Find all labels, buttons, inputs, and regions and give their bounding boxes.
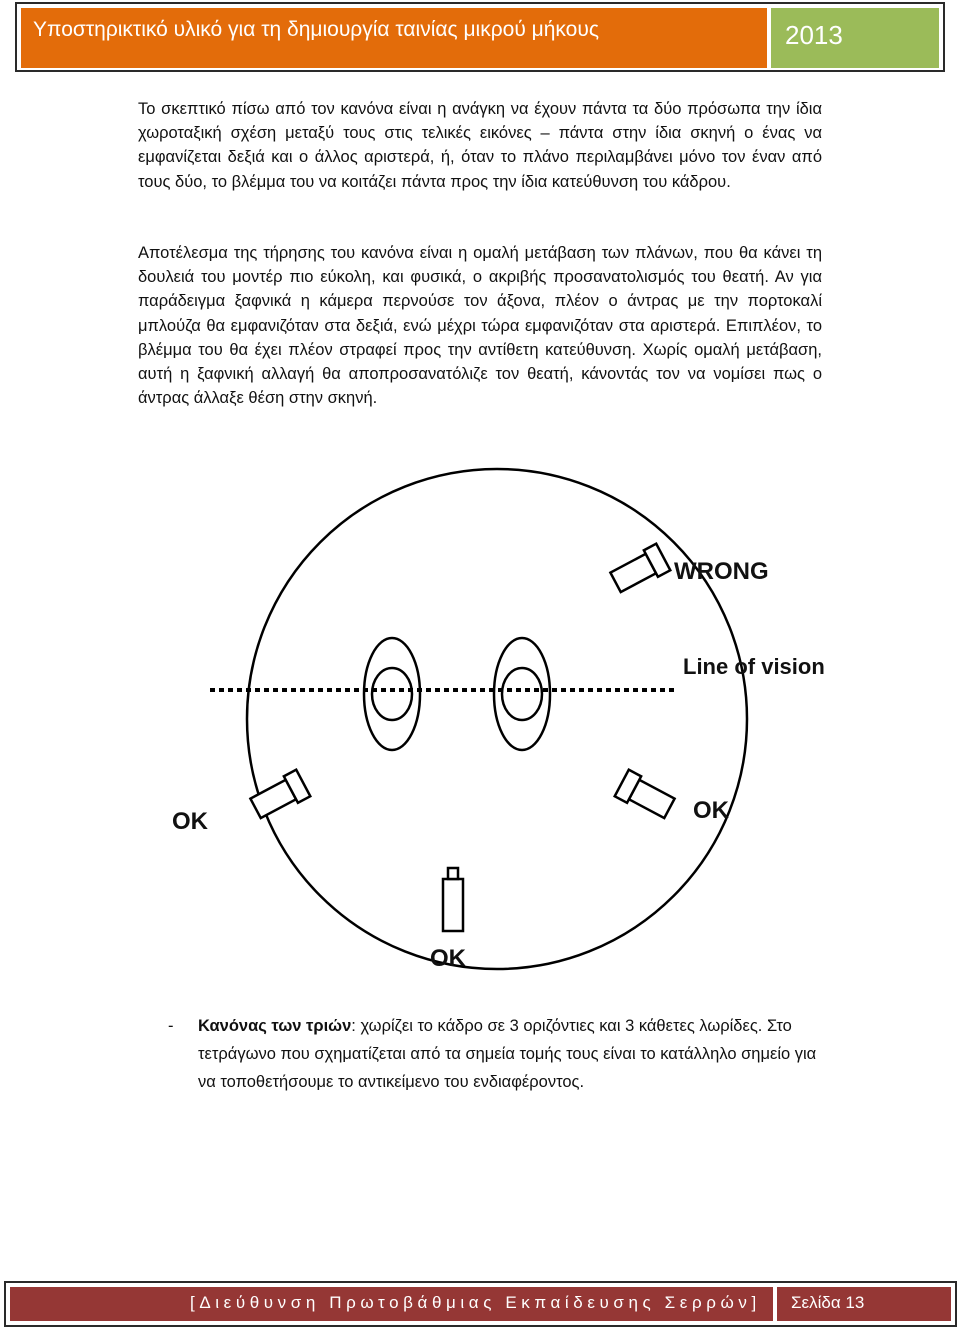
camera-left-icon bbox=[249, 770, 311, 822]
list-dash: - bbox=[168, 1017, 174, 1035]
list-item-text bbox=[198, 1012, 838, 1096]
label-line-of-vision: Line of vision bbox=[683, 654, 825, 679]
camera-bottom-icon bbox=[443, 868, 463, 931]
label-ok-left: OK bbox=[172, 808, 208, 835]
label-ok-right: OK bbox=[693, 797, 729, 824]
page-header bbox=[15, 2, 945, 72]
page-footer bbox=[4, 1281, 957, 1327]
person-left bbox=[364, 638, 420, 750]
footer-organization: [Διεύθυνση Πρωτοβάθμιας Εκπαίδευσης Σερρών] bbox=[190, 1293, 761, 1312]
line-of-vision-diagram bbox=[160, 462, 860, 982]
list-item-description: : χωρίζει το κάδρο σε 3 οριζόντιες και 3 κάθετες λωρίδες. Στο τετράγωνο που σχηματίζεται από τα σημεία τομής τους είναι το κατάλληλο σημείο για να τοποθετήσουμε το αντικείμενο του ενδιαφέροντος. bbox=[198, 1017, 817, 1091]
label-ok-bottom: OK bbox=[430, 945, 466, 972]
header-title: Υποστηρικτικό υλικό για τη δημιουργία ταινίας μικρού μήκους bbox=[33, 18, 599, 41]
footer-org-box bbox=[10, 1287, 773, 1321]
label-wrong: WRONG bbox=[674, 558, 769, 585]
camera-right-icon bbox=[615, 770, 677, 822]
footer-page-number: Σελίδα 13 bbox=[791, 1293, 865, 1312]
footer-page-box bbox=[777, 1287, 951, 1321]
header-title-box bbox=[21, 8, 767, 68]
paragraph-1: Το σκεπτικό πίσω από τον κανόνα είναι η ανάγκη να έχουν πάντα τα δύο πρόσωπα την ίδια χωροταξική σχέση μεταξύ τους στις τελικές εικόνες – πάντα στην ίδια σκηνή ο ένας να εμφανίζεται δεξιά και ο άλλος αριστερά, ή, όταν το πλάνο περιλαμβάνει μόνο τον έναν από τους δύο, το βλέμμα του να κοιτάζει πάντα προς την ίδια κατεύθυνση του κάδρου. bbox=[138, 100, 822, 191]
paragraph-2: Αποτέλεσμα της τήρησης του κανόνα είναι η ομαλή μετάβαση των πλάνων, που θα κάνει τη δουλειά του μοντέρ πιο εύκολη, και φυσικά, ο ακριβής προσανατολισμός του θεατή. Αν για παράδειγμα ξαφνικά η κάμερα περνούσε τον άξονα, πλέον ο άντρας με την πορτοκαλί μπλούζα θα εμφανιζόταν στα δεξιά, ενώ μέχρι τώρα εμφανιζόταν στα αριστερά. Επιπλέον, το βλέμμα του θα έχει πλέον στραφεί προς την αντίθετη κατεύθυνση. Χωρίς ομαλή μετάβαση, αυτή η ξαφνική αλλαγή θα αποπροσανατόλιζε τον θεατή, κάνοντάς τον να νομίσει πως ο άντρας άλλαξε θέση στην σκηνή. bbox=[138, 244, 822, 408]
header-year: 2013 bbox=[785, 20, 843, 50]
camera-wrong-icon bbox=[609, 544, 671, 596]
person-right bbox=[494, 638, 550, 750]
header-year-box bbox=[771, 8, 939, 68]
list-item-term: Κανόνας των τριών bbox=[198, 1017, 352, 1035]
